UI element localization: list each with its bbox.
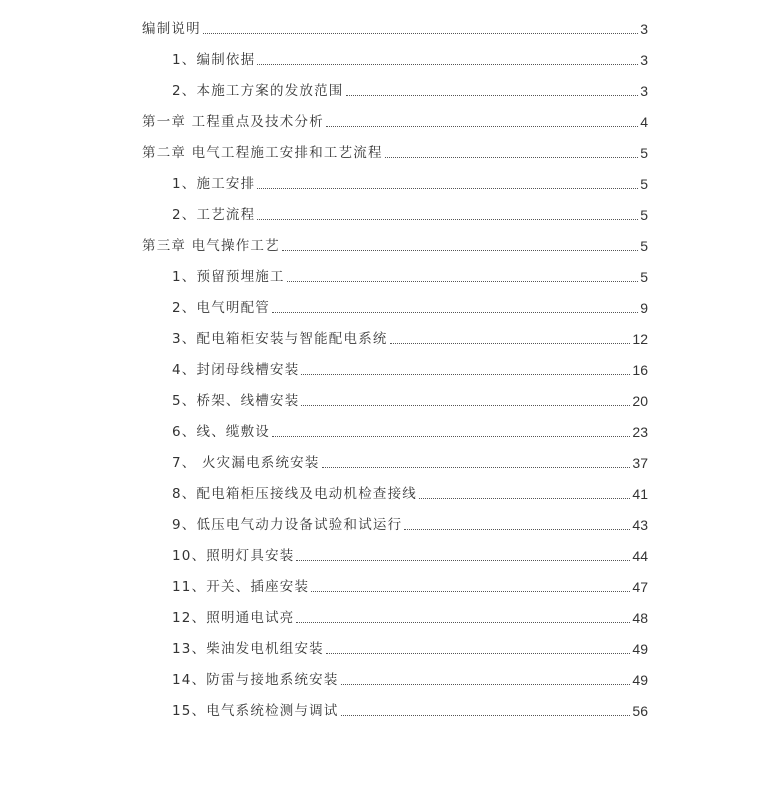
- toc-entry[interactable]: [0, 667, 760, 691]
- toc-entry[interactable]: [0, 512, 760, 536]
- toc-entry[interactable]: [0, 481, 760, 505]
- toc-entry-label: 6、线、缆敷设: [172, 424, 270, 440]
- toc-entry[interactable]: [0, 357, 760, 381]
- toc-entry-label: 8、配电箱柜压接线及电动机检查接线: [172, 486, 417, 502]
- dot-leader: [341, 715, 631, 716]
- dot-leader: [301, 405, 630, 406]
- toc-entry[interactable]: [0, 636, 760, 660]
- toc-entry-label: 14、防雷与接地系统安装: [172, 672, 339, 688]
- toc-entry-page: 47: [632, 579, 648, 595]
- dot-leader: [311, 591, 630, 592]
- toc-entry-page: 9: [640, 300, 648, 316]
- toc-entry[interactable]: [0, 47, 760, 71]
- toc-entry-label: 1、施工安排: [172, 176, 256, 192]
- toc-entry-label: 5、桥架、线槽安装: [172, 393, 300, 409]
- toc-entry[interactable]: [0, 698, 760, 722]
- toc-entry[interactable]: [0, 78, 760, 102]
- toc-entry-page: 3: [640, 83, 648, 99]
- dot-leader: [272, 312, 638, 313]
- toc-entry-page: 5: [640, 176, 648, 192]
- toc-entry[interactable]: [0, 202, 760, 226]
- toc-entry-label: 第二章 电气工程施工安排和工艺流程: [142, 145, 383, 161]
- toc-entry-label: 2、本施工方案的发放范围: [172, 83, 344, 99]
- dot-leader: [390, 343, 631, 344]
- toc-entry-label: 4、封闭母线槽安装: [172, 362, 300, 378]
- dot-leader: [301, 374, 630, 375]
- toc-entry-page: 5: [640, 145, 648, 161]
- toc-entry[interactable]: [0, 295, 760, 319]
- toc-entry[interactable]: [0, 140, 760, 164]
- dot-leader: [257, 219, 638, 220]
- toc-entry-label: 12、照明通电试亮: [172, 610, 295, 626]
- toc-entry-label: 2、工艺流程: [172, 207, 256, 223]
- dot-leader: [296, 560, 630, 561]
- toc-entry-label: 13、柴油发电机组安装: [172, 641, 324, 657]
- dot-leader: [341, 684, 631, 685]
- dot-leader: [326, 653, 631, 654]
- toc-entry[interactable]: [0, 574, 760, 598]
- toc-entry-page: 41: [632, 486, 648, 502]
- toc-entry[interactable]: [0, 233, 760, 257]
- toc-entry-page: 37: [632, 455, 648, 471]
- toc-entry-page: 49: [632, 641, 648, 657]
- toc-entry-page: 56: [632, 703, 648, 719]
- toc-entry-label: 1、预留预埋施工: [172, 269, 285, 285]
- toc-entry[interactable]: [0, 419, 760, 443]
- toc-entry[interactable]: [0, 388, 760, 412]
- dot-leader: [296, 622, 630, 623]
- dot-leader: [404, 529, 630, 530]
- toc-entry-label: 第一章 工程重点及技术分析: [142, 114, 324, 130]
- toc-entry-page: 4: [640, 114, 648, 130]
- toc-entry[interactable]: [0, 543, 760, 567]
- toc-entry-label: 2、电气明配管: [172, 300, 270, 316]
- toc-entry-page: 43: [632, 517, 648, 533]
- dot-leader: [287, 281, 639, 282]
- toc-entry-label: 3、配电箱柜安装与智能配电系统: [172, 331, 388, 347]
- toc-entry[interactable]: [0, 326, 760, 350]
- toc-entry-page: 23: [632, 424, 648, 440]
- toc-entry-page: 12: [632, 331, 648, 347]
- toc-entry-page: 44: [632, 548, 648, 564]
- toc-entry[interactable]: [0, 450, 760, 474]
- toc-entry-label: 9、低压电气动力设备试验和试运行: [172, 517, 403, 533]
- toc-entry[interactable]: [0, 264, 760, 288]
- dot-leader: [203, 33, 638, 34]
- toc-entry-label: 编制说明: [142, 21, 201, 37]
- dot-leader: [385, 157, 639, 158]
- toc-entry-label: 11、开关、插座安装: [172, 579, 310, 595]
- toc-entry-page: 5: [640, 269, 648, 285]
- toc-entry[interactable]: [0, 605, 760, 629]
- dot-leader: [346, 95, 639, 96]
- toc-entry-page: 16: [632, 362, 648, 378]
- dot-leader: [322, 467, 631, 468]
- dot-leader: [257, 188, 638, 189]
- toc-entry-label: 1、编制依据: [172, 52, 256, 68]
- toc-entry-label: 15、电气系统检测与调试: [172, 703, 339, 719]
- toc-entry[interactable]: [0, 109, 760, 133]
- dot-leader: [282, 250, 638, 251]
- toc-entry-label: 7、 火灾漏电系统安装: [172, 455, 320, 471]
- toc-entry-label: 10、照明灯具安装: [172, 548, 295, 564]
- toc-entry-page: 3: [640, 52, 648, 68]
- toc-entry-page: 20: [632, 393, 648, 409]
- toc-entry-page: 49: [632, 672, 648, 688]
- toc-entry[interactable]: [0, 171, 760, 195]
- toc-entry-page: 5: [640, 207, 648, 223]
- dot-leader: [272, 436, 630, 437]
- dot-leader: [326, 126, 638, 127]
- toc-entry-label: 第三章 电气操作工艺: [142, 238, 280, 254]
- dot-leader: [419, 498, 630, 499]
- toc-entry-page: 3: [640, 21, 648, 37]
- toc-entry[interactable]: [0, 16, 760, 40]
- dot-leader: [257, 64, 638, 65]
- toc-entry-page: 48: [632, 610, 648, 626]
- toc-entry-page: 5: [640, 238, 648, 254]
